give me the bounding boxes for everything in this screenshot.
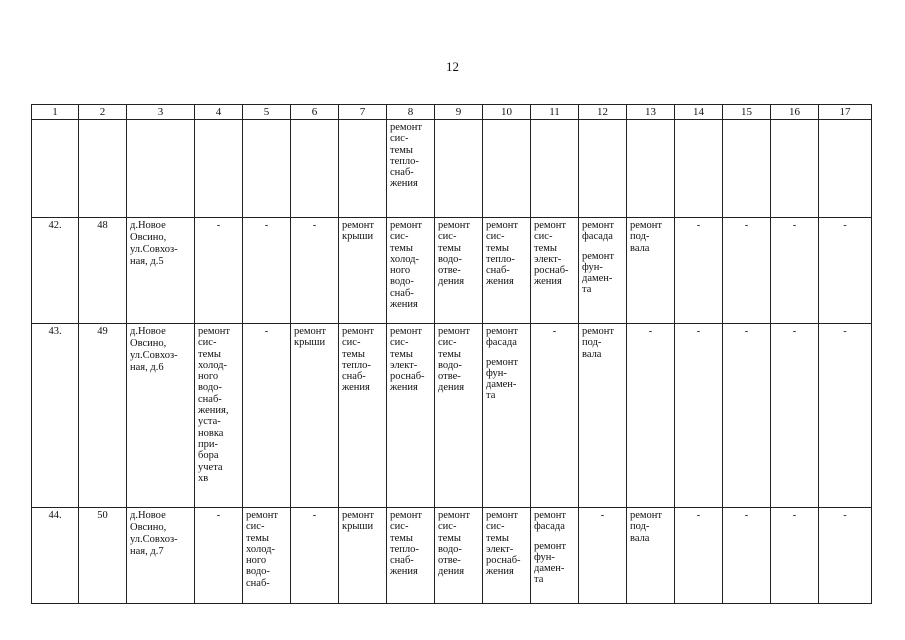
cell-ref-number: 48 <box>79 218 127 324</box>
cell-dash: - <box>675 324 723 508</box>
cell-text-line: вала <box>582 348 602 360</box>
cell-text-line: элект- <box>534 253 562 265</box>
cell-text-line: ремонт <box>534 220 567 231</box>
column-header-17: 17 <box>819 105 872 120</box>
cell-text-line: ремонт <box>438 510 471 521</box>
cell <box>819 120 872 218</box>
column-header-5: 5 <box>243 105 291 120</box>
cell-text-line: ная, д.6 <box>130 362 164 373</box>
cell-text-line: вала <box>630 242 650 254</box>
cell-ref-number: 49 <box>79 324 127 508</box>
cell-text-line: сис- <box>486 231 505 243</box>
cell-work <box>531 508 579 604</box>
cell-text-line: сис- <box>390 133 409 145</box>
cell-text-line: темы <box>342 348 365 360</box>
cell-text-line: д.Новое <box>130 510 166 521</box>
cell-text-line: жения, <box>198 405 229 417</box>
cell-text-line: отве- <box>438 371 461 383</box>
cell-text-line: жения <box>390 382 418 394</box>
cell-text-line: жения <box>534 276 562 288</box>
cell-work <box>243 508 291 604</box>
cell-dash: - <box>771 324 819 508</box>
cell-text-line: ремонт <box>630 510 663 521</box>
cell <box>531 120 579 218</box>
cell-text-line: та <box>582 284 592 296</box>
cell-text-line: сис- <box>342 337 361 349</box>
line-gap <box>486 349 527 357</box>
cell-dash: - <box>195 218 243 324</box>
cell-text-line: дения <box>438 276 465 288</box>
cell-text-line: темы <box>486 242 509 254</box>
cell-row-number: 43. <box>32 324 79 508</box>
cell-text-line: ул.Совхоз- <box>130 350 178 361</box>
cell-text-line: та <box>486 390 496 402</box>
header-row <box>32 105 872 120</box>
column-header-7: 7 <box>339 105 387 120</box>
cell-text-line: фасада <box>486 337 517 349</box>
cell-text-line: фун- <box>486 367 507 379</box>
cell-dash: - <box>243 324 291 508</box>
cell-text-line: роснаб- <box>390 371 425 383</box>
repair-schedule-table <box>31 104 872 604</box>
cell-text-line: дения <box>438 566 465 578</box>
cell-text-line: ремонт <box>582 326 615 337</box>
cell-work <box>483 324 531 508</box>
cell-text-line: при- <box>198 438 218 450</box>
cell-address <box>127 324 195 508</box>
cell-text-line: отве- <box>438 265 461 277</box>
cell-text-line: под- <box>582 337 602 349</box>
cell-text-line: ремонт <box>342 326 375 337</box>
cell-text-line: ремонт <box>198 326 231 337</box>
cell <box>675 120 723 218</box>
cell-text-line: холод- <box>198 359 227 371</box>
cell-dash: - <box>579 508 627 604</box>
column-header-2: 2 <box>79 105 127 120</box>
cell-text-line: дамен- <box>534 563 565 575</box>
cell-text-line: ремонт <box>342 510 375 521</box>
cell-dash: - <box>675 218 723 324</box>
cell-text-line: под- <box>630 231 650 243</box>
cell-text-line: сис- <box>438 337 457 349</box>
cell-work <box>339 508 387 604</box>
column-header-15: 15 <box>723 105 771 120</box>
cell-text-line: ная, д.7 <box>130 546 164 557</box>
cell-text-line: водо- <box>390 276 414 288</box>
cell-text-line: д.Новое <box>130 220 166 231</box>
cell-text-line: ремонт <box>534 540 567 552</box>
cell <box>291 120 339 218</box>
cell-text-line: Овсино, <box>130 232 167 243</box>
cell <box>127 120 195 218</box>
cell-text-line: тепло- <box>342 359 371 371</box>
table-row <box>32 218 872 324</box>
line-gap <box>534 533 575 541</box>
cell-text-line: ремонт <box>630 220 663 231</box>
cell-text-line: сис- <box>390 337 409 349</box>
cell-text-line: темы <box>246 532 269 544</box>
column-header-3: 3 <box>127 105 195 120</box>
cell-text-line: жения <box>390 178 418 190</box>
cell-work <box>435 508 483 604</box>
cell-text-line: роснаб- <box>486 555 521 567</box>
cell-text-line: дамен- <box>486 379 517 391</box>
cell-text-line: темы <box>438 242 461 254</box>
table-row <box>32 120 872 218</box>
cell-dash: - <box>675 508 723 604</box>
cell-text-line: роснаб- <box>534 265 569 277</box>
cell-text-line: жения <box>342 382 370 394</box>
cell-text-line: вала <box>630 532 650 544</box>
line-gap <box>582 243 623 251</box>
cell-dash: - <box>723 324 771 508</box>
cell-text-line: ного <box>246 555 267 567</box>
cell-text-line: хв <box>198 472 209 484</box>
column-header-14: 14 <box>675 105 723 120</box>
cell-dash: - <box>627 324 675 508</box>
cell-work <box>291 324 339 508</box>
cell-work <box>579 324 627 508</box>
column-header-11: 11 <box>531 105 579 120</box>
column-header-13: 13 <box>627 105 675 120</box>
cell-text-line: Овсино, <box>130 338 167 349</box>
cell-dash: - <box>819 324 872 508</box>
cell-dash: - <box>291 508 339 604</box>
cell-text-line: сис- <box>486 521 505 533</box>
cell-text-line: дения <box>438 382 465 394</box>
cell-dash: - <box>723 508 771 604</box>
cell-work <box>483 508 531 604</box>
cell-text-line: сис- <box>246 521 265 533</box>
cell-text-line: водо- <box>246 566 270 578</box>
column-header-10: 10 <box>483 105 531 120</box>
cell-dash: - <box>243 218 291 324</box>
cell-text-line: бора <box>198 450 219 462</box>
cell-text-line: темы <box>390 144 413 156</box>
cell-dash: - <box>819 218 872 324</box>
cell <box>627 120 675 218</box>
cell-text-line: учета <box>198 461 223 473</box>
cell-row-number: 44. <box>32 508 79 604</box>
cell-work <box>387 218 435 324</box>
cell-text-line: ремонт <box>246 510 279 521</box>
cell-work <box>483 218 531 324</box>
cell-dash: - <box>723 218 771 324</box>
cell-text-line: сис- <box>438 231 457 243</box>
cell-text-line: снаб- <box>390 167 414 179</box>
cell-text-line: снаб- <box>390 555 414 567</box>
cell-text-line: ремонт <box>294 326 327 337</box>
cell-text-line: снаб- <box>342 371 366 383</box>
cell-text-line: фасада <box>582 231 613 243</box>
cell-text-line: сис- <box>390 521 409 533</box>
cell-text-line: д.Новое <box>130 326 166 337</box>
cell-dash: - <box>531 324 579 508</box>
cell-text-line: ремонт <box>438 220 471 231</box>
cell-text-line: ремонт <box>390 220 423 231</box>
cell-text-line: снаб- <box>198 393 222 405</box>
cell-address <box>127 508 195 604</box>
cell-text-line: ремонт <box>390 122 423 133</box>
cell-work <box>627 508 675 604</box>
table-row <box>32 508 872 604</box>
cell-text-line: дамен- <box>582 273 613 285</box>
cell-text-line: отве- <box>438 555 461 567</box>
cell-text-line: водо- <box>438 253 462 265</box>
cell-text-line: ного <box>198 371 219 383</box>
cell <box>435 120 483 218</box>
cell-text-line: крыши <box>342 231 374 243</box>
cell-text-line: ная, д.5 <box>130 256 164 267</box>
cell-text-line: крыши <box>294 337 326 349</box>
cell-text-line: снаб- <box>486 265 510 277</box>
cell-dash: - <box>195 508 243 604</box>
cell-text-line: сис- <box>390 231 409 243</box>
cell-text-line: темы <box>390 532 413 544</box>
cell-text-line: фун- <box>582 261 603 273</box>
cell-address <box>127 218 195 324</box>
cell-text-line: жения <box>486 276 514 288</box>
cell-work <box>339 324 387 508</box>
cell-work <box>387 508 435 604</box>
cell-text-line: холод- <box>246 543 275 555</box>
cell-text-line: снаб- <box>246 577 270 589</box>
cell-work <box>387 120 435 218</box>
cell-work <box>627 218 675 324</box>
cell-work <box>435 324 483 508</box>
cell-text-line: элект- <box>390 359 418 371</box>
column-header-4: 4 <box>195 105 243 120</box>
cell-text-line: элект- <box>486 543 514 555</box>
cell-text-line: под- <box>630 521 650 533</box>
cell-text-line: темы <box>438 532 461 544</box>
cell-text-line: темы <box>534 242 557 254</box>
cell-text-line: темы <box>390 348 413 360</box>
cell-text-line: ремонт <box>438 326 471 337</box>
cell-text-line: снаб- <box>390 287 414 299</box>
cell-text-line: та <box>534 574 544 586</box>
cell-text-line: жения <box>390 566 418 578</box>
cell-text-line: ул.Совхоз- <box>130 534 178 545</box>
cell-text-line: жения <box>390 299 418 311</box>
cell-text-line: Овсино, <box>130 522 167 533</box>
cell-text-line: ремонт <box>390 326 423 337</box>
column-header-6: 6 <box>291 105 339 120</box>
cell-text-line: ремонт <box>342 220 375 231</box>
cell-text-line: крыши <box>342 521 374 533</box>
cell <box>771 120 819 218</box>
cell-text-line: ремонт <box>486 326 519 337</box>
cell-text-line: сис- <box>438 521 457 533</box>
cell-dash: - <box>291 218 339 324</box>
cell-work <box>339 218 387 324</box>
column-header-1: 1 <box>32 105 79 120</box>
cell-dash: - <box>819 508 872 604</box>
cell <box>339 120 387 218</box>
cell-text-line: ремонт <box>486 510 519 521</box>
cell-text-line: ремонт <box>390 510 423 521</box>
cell-text-line: темы <box>198 348 221 360</box>
cell-text-line: ремонт <box>486 220 519 231</box>
cell-text-line: водо- <box>438 359 462 371</box>
cell-text-line: ремонт <box>534 510 567 521</box>
cell-text-line: темы <box>438 348 461 360</box>
cell <box>579 120 627 218</box>
cell <box>32 120 79 218</box>
cell <box>243 120 291 218</box>
cell-work <box>531 218 579 324</box>
cell-text-line: ного <box>390 265 411 277</box>
cell-text-line: водо- <box>198 382 222 394</box>
cell <box>79 120 127 218</box>
column-header-8: 8 <box>387 105 435 120</box>
cell-work <box>435 218 483 324</box>
cell-text-line: новка <box>198 427 224 439</box>
cell-text-line: темы <box>390 242 413 254</box>
page-number: 12 <box>446 59 459 74</box>
column-header-16: 16 <box>771 105 819 120</box>
cell-text-line: ул.Совхоз- <box>130 244 178 255</box>
cell-dash: - <box>771 218 819 324</box>
cell-text-line: темы <box>486 532 509 544</box>
cell-text-line: уста- <box>198 416 221 428</box>
column-header-12: 12 <box>579 105 627 120</box>
cell-text-line: тепло- <box>390 155 419 167</box>
cell-text-line: ремонт <box>582 220 615 231</box>
cell-text-line: холод- <box>390 253 419 265</box>
cell <box>483 120 531 218</box>
cell-text-line: фун- <box>534 551 555 563</box>
column-header-9: 9 <box>435 105 483 120</box>
cell <box>195 120 243 218</box>
cell-text-line: ремонт <box>486 356 519 368</box>
cell-text-line: ремонт <box>582 250 615 262</box>
table-row <box>32 324 872 508</box>
cell-work <box>579 218 627 324</box>
cell-text-line: сис- <box>198 337 217 349</box>
cell-text-line: фасада <box>534 521 565 533</box>
cell-row-number: 42. <box>32 218 79 324</box>
cell-work <box>387 324 435 508</box>
cell-text-line: водо- <box>438 543 462 555</box>
cell-work <box>195 324 243 508</box>
cell-text-line: тепло- <box>486 253 515 265</box>
cell-text-line: жения <box>486 566 514 578</box>
cell <box>723 120 771 218</box>
cell-ref-number: 50 <box>79 508 127 604</box>
cell-text-line: сис- <box>534 231 553 243</box>
cell-dash: - <box>771 508 819 604</box>
cell-text-line: тепло- <box>390 543 419 555</box>
